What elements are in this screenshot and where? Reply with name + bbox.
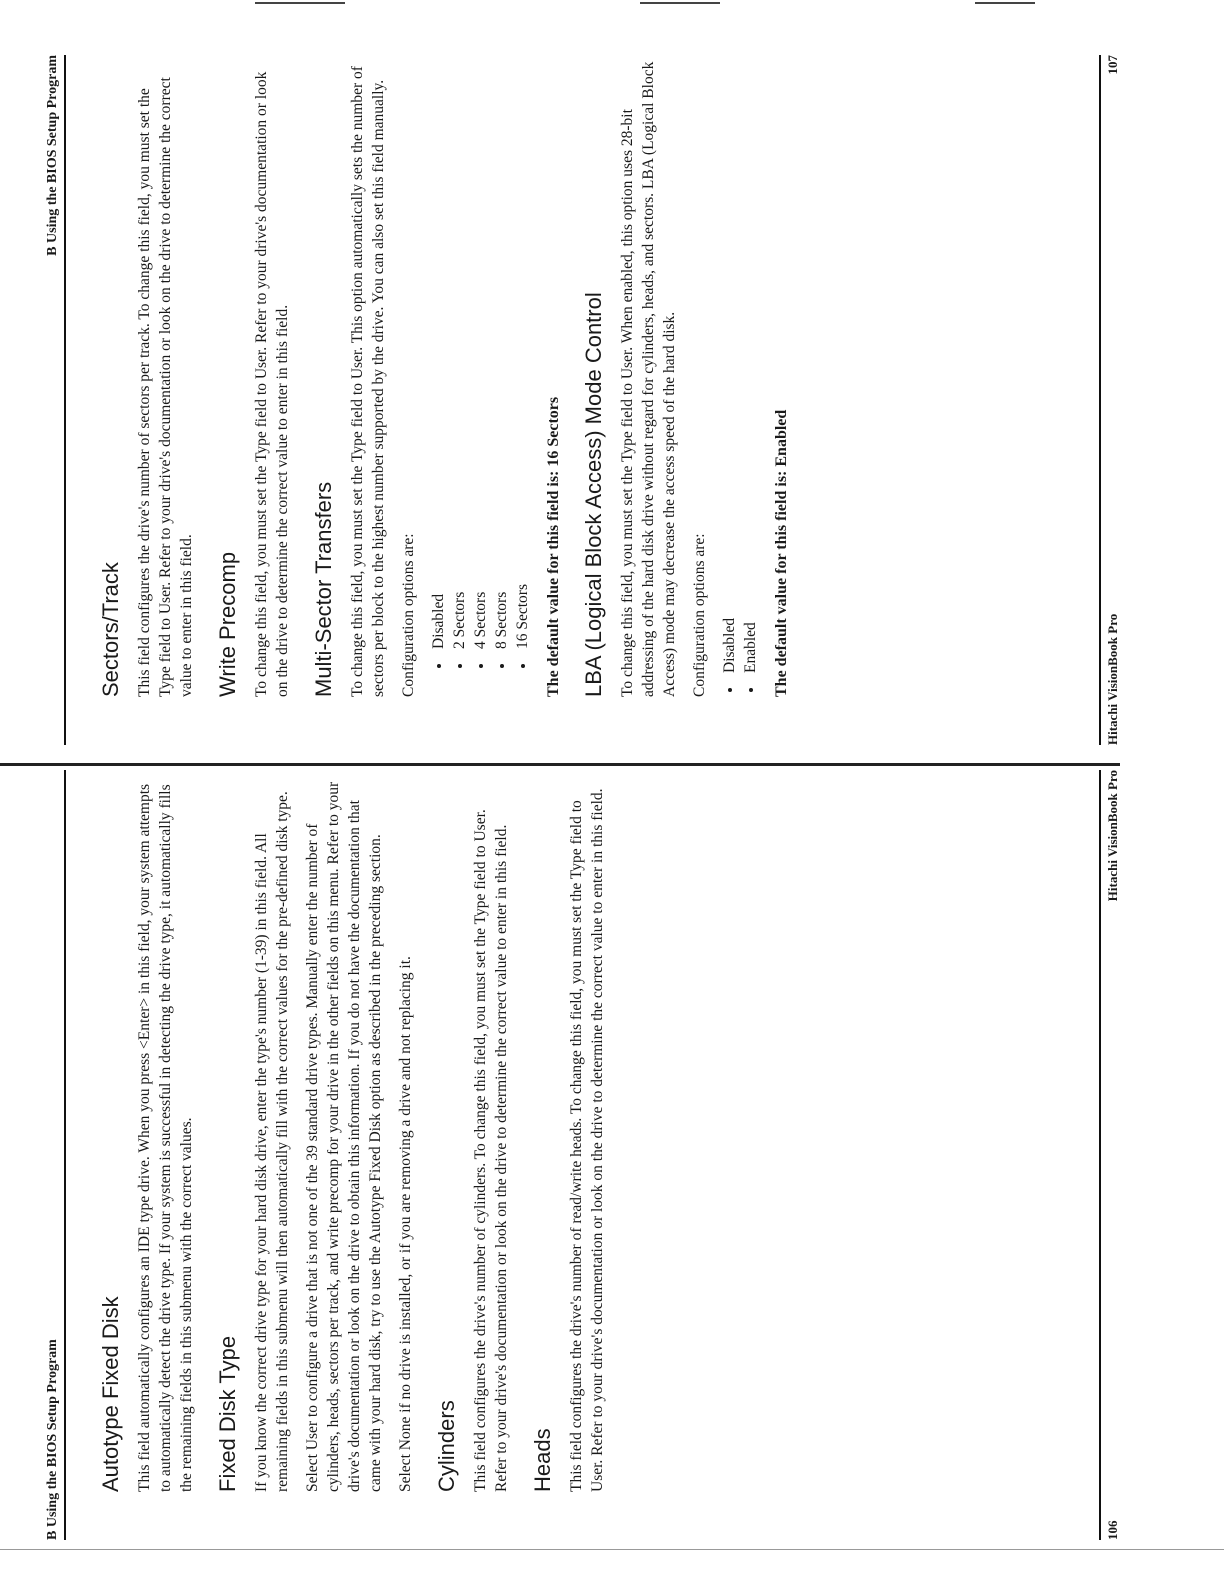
option-item: • 2 Sectors [449, 61, 470, 653]
option-item: • 8 Sectors [491, 61, 512, 653]
cylinders-paragraph: This field configures the drive's number of cylinders. To change this field, you must set the Type field to User. Refer to your drive's documentation or look on the drive to determine the correct value to enter in this field. [472, 809, 510, 1492]
lba-options [719, 61, 761, 697]
section-title-autotype: Autotype Fixed Disk [98, 1296, 123, 1492]
heads-paragraph: This field configures the drive's number of read/write heads. To change this field, you must set the Type field to User. Refer to your drive's documentation or look on the drive to determine the correct value to enter in this field. [568, 788, 606, 1492]
scan-artifact-top [0, 0, 1224, 8]
multi-sector-options-label: Configuration options are: [400, 533, 417, 697]
page-number: 107 [1105, 55, 1120, 75]
fixed-disk-paragraph-1: If you know the correct drive type for your hard disk drive, enter the type's number (1-39) in this field. All remaining fields in this submenu will then automatically fill with the correct values for the pre-defined disk type. [253, 791, 291, 1492]
section-title-cylinders: Cylinders [434, 1400, 459, 1492]
option-item: • Enabled [740, 61, 761, 677]
page-header: B Using the BIOS Setup Program [45, 770, 66, 1540]
section-title-fixed-disk-type: Fixed Disk Type [215, 1335, 240, 1492]
page-divider [0, 763, 1120, 766]
page-body [98, 770, 608, 1540]
lba-default: The default value for this field is: Enabled [773, 409, 790, 697]
section-title-write-precomp: Write Precomp [215, 551, 240, 697]
footer-brand: Hitachi VisionBook Pro [1105, 770, 1120, 902]
scan-artifact-bottom [0, 1549, 1224, 1550]
multi-sector-paragraph: To change this field, you must set the Type field to User. This option automatically sets the number of sectors per block to the highest number supported by the drive. You can also set this field manually. [349, 66, 387, 697]
option-item: • Disabled [719, 61, 740, 677]
page-106 [45, 770, 1120, 1540]
lba-paragraph: To change this field, you must set the Type field to User. When enabled, this option uses 28-bit addressing of the hard disk drive without regard for cylinders, heads, and sectors. LBA (Logical Block Access) mode may decrease the access speed of the hard disk. [619, 61, 678, 697]
section-title-heads: Heads [530, 1428, 555, 1492]
lba-options-label: Configuration options are: [691, 533, 708, 697]
section-title-lba: LBA (Logical Block Access) Mode Control [581, 292, 606, 697]
page-number: 106 [1105, 1520, 1120, 1540]
section-title-multi-sector: Multi-Sector Transfers [311, 481, 336, 697]
footer-brand: Hitachi VisionBook Pro [1105, 613, 1120, 745]
page-footer [1099, 55, 1120, 745]
option-item: • Disabled [428, 61, 449, 653]
sectors-track-paragraph: This field configures the drive's number of sectors per track. To change this field, you must set the Type field to User. Refer to your drive's documentation or look on the drive to determine the correct value to enter in this field. [136, 77, 195, 697]
fixed-disk-paragraph-3: Select None if no drive is installed, or if you are removing a drive and not replacing it. [397, 956, 414, 1492]
section-title-sectors-track: Sectors/Track [98, 562, 123, 697]
multi-sector-options [428, 61, 533, 697]
multi-sector-default: The default value for this field is: 16 Sectors [545, 396, 562, 697]
fixed-disk-paragraph-2: Select User to configure a drive that is not one of the 39 standard drive types. Manually enter the number of cylinders, heads, sectors per track, and write precomp for your drive in the other fields on this menu. Refer to your drive's documentation or look on the drive to obtain this information. If you do not have the documentation that came with your hard disk, try to use the Autotype Fixed Disk option as described in the preceding section. [304, 781, 384, 1492]
autotype-paragraph: This field automatically configures an IDE type drive. When you press <Enter> in this field, your system attempts to automatically detect the drive type. If your system is successful in detecting the drive type, it automatically fills the remaining fields in this submenu with the correct values. [136, 783, 195, 1492]
option-item: • 16 Sectors [512, 61, 533, 653]
page-107 [45, 55, 1120, 745]
page-footer [1099, 770, 1120, 1540]
write-precomp-paragraph: To change this field, you must set the Type field to User. Refer to your drive's documentation or look on the drive to determine the correct value to enter in this field. [253, 71, 291, 697]
option-item: • 4 Sectors [470, 61, 491, 653]
page-body [98, 55, 791, 745]
page-header: B Using the BIOS Setup Program [45, 55, 66, 745]
